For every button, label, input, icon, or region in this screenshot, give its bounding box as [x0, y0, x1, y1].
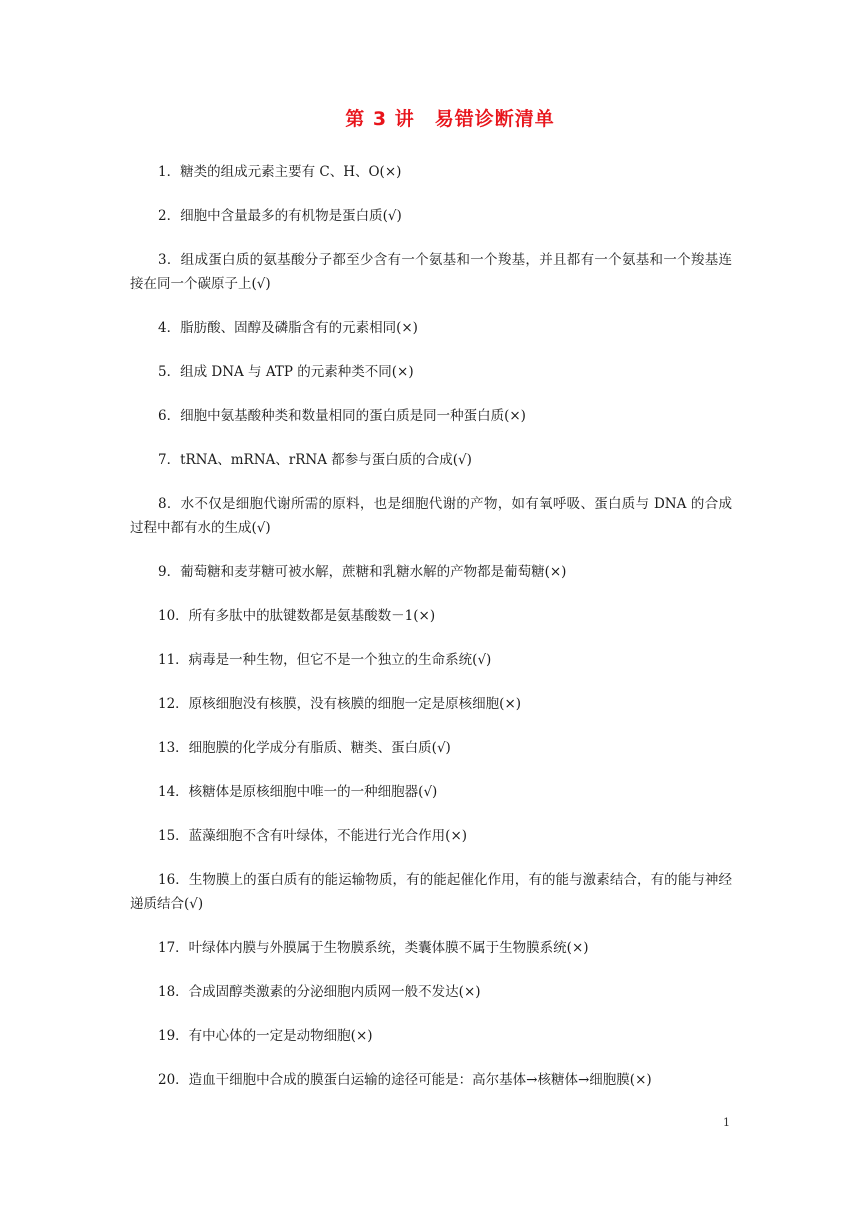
list-item: 7．tRNA、mRNA、rRNA 都参与蛋白质的合成(√) — [158, 452, 472, 468]
list-item: 9．葡萄糖和麦芽糖可被水解，蔗糖和乳糖水解的产物都是葡萄糖(×) — [158, 564, 567, 580]
page-number: 1 — [723, 1116, 730, 1129]
list-item: 15．蓝藻细胞不含有叶绿体，不能进行光合作用(×) — [158, 828, 468, 844]
list-item: 16．生物膜上的蛋白质有的能运输物质，有的能起催化作用，有的能与激素结合，有的能与神经递质结合(√) — [130, 872, 732, 912]
list-item: 3．组成蛋白质的氨基酸分子都至少含有一个氨基和一个羧基，并且都有一个氨基和一个羧基连接在同一个碳原子上(√) — [130, 252, 732, 292]
item-list — [130, 160, 732, 1112]
list-item: 12．原核细胞没有核膜，没有核膜的细胞一定是原核细胞(×) — [158, 696, 522, 712]
list-item: 5．组成 DNA 与 ATP 的元素种类不同(×) — [158, 364, 414, 380]
list-item: 18．合成固醇类激素的分泌细胞内质网一般不发达(×) — [158, 984, 481, 1000]
list-item: 8．水不仅是细胞代谢所需的原料，也是细胞代谢的产物，如有氧呼吸、蛋白质与 DNA 的合成过程中都有水的生成(√) — [130, 496, 732, 536]
list-item: 6．细胞中氨基酸种类和数量相同的蛋白质是同一种蛋白质(×) — [158, 408, 526, 424]
list-item: 10．所有多肽中的肽键数都是氨基酸数－1(×) — [158, 608, 436, 624]
list-item: 1．糖类的组成元素主要有 C、H、O(×) — [158, 164, 402, 180]
list-item: 4．脂肪酸、固醇及磷脂含有的元素相同(×) — [158, 320, 418, 336]
list-item: 13．细胞膜的化学成分有脂质、糖类、蛋白质(√) — [158, 740, 451, 756]
list-item: 11．病毒是一种生物，但它不是一个独立的生命系统(√) — [158, 652, 492, 668]
list-item: 2．细胞中含量最多的有机物是蛋白质(√) — [158, 208, 402, 224]
list-item: 19．有中心体的一定是动物细胞(×) — [158, 1028, 373, 1044]
page-title: 第 3 讲 易错诊断清单 — [345, 108, 555, 130]
list-item: 20．造血干细胞中合成的膜蛋白运输的途径可能是：高尔基体→核糖体→细胞膜(×) — [158, 1072, 652, 1088]
list-item: 17．叶绿体内膜与外膜属于生物膜系统，类囊体膜不属于生物膜系统(×) — [158, 940, 589, 956]
list-item: 14．核糖体是原核细胞中唯一的一种细胞器(√) — [158, 784, 438, 800]
